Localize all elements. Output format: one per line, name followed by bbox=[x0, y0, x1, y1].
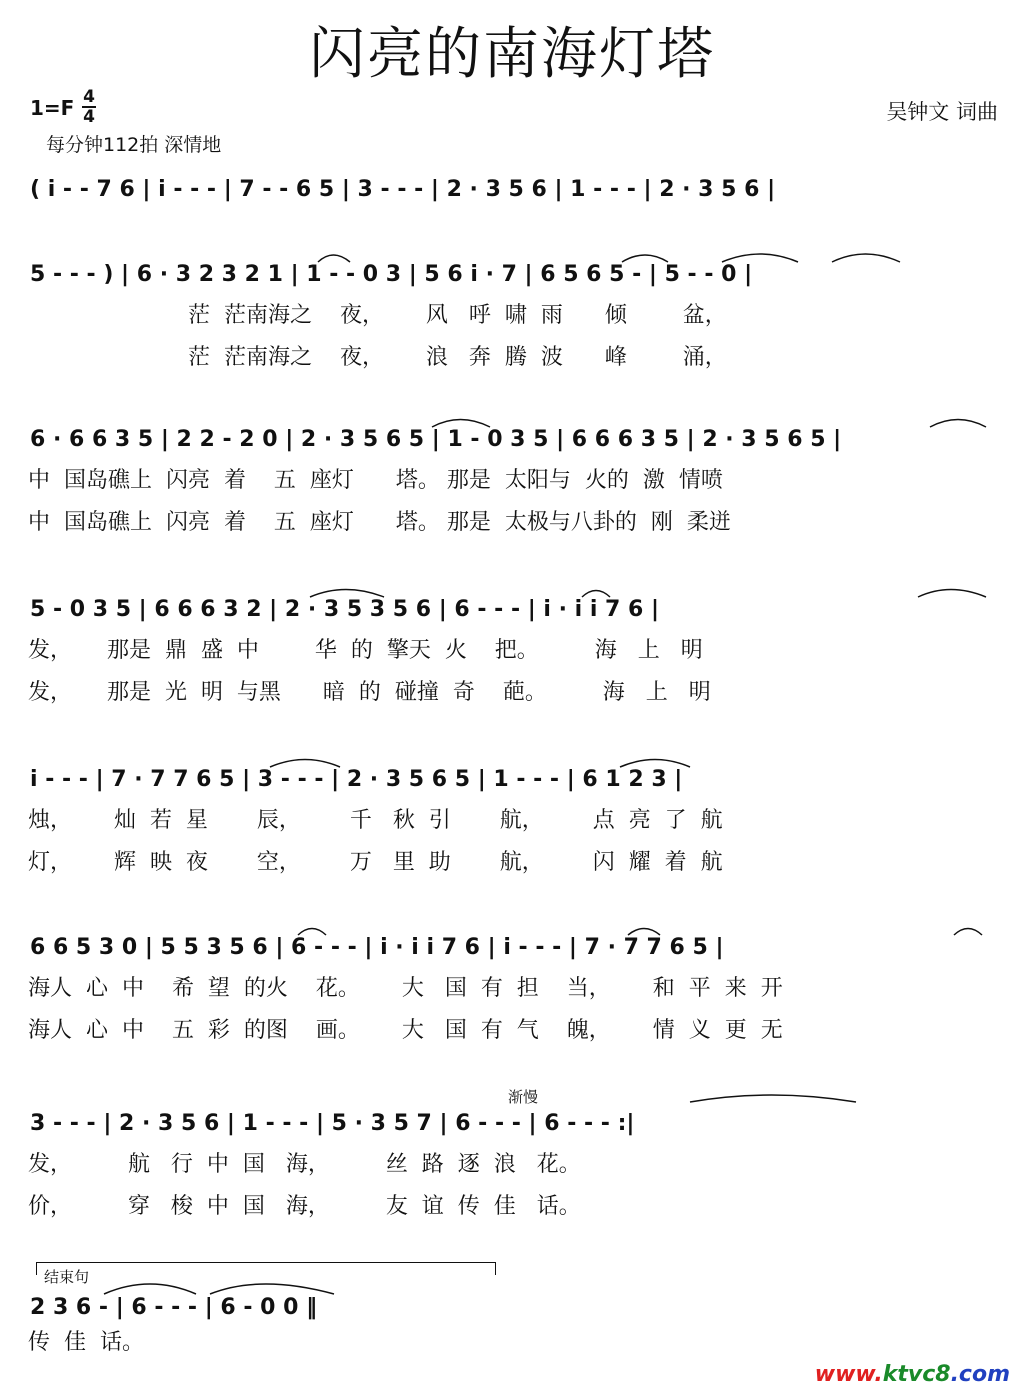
lyrics-verse-1: 中 国岛礁上 闪亮 着 五 座灯 塔。 那是 太阳与 火的 激 情喷 bbox=[28, 468, 723, 493]
slur bbox=[270, 760, 340, 768]
lyrics-verse-1: 发， 那是 鼎 盛 中 华 的 擎天 火 把。 海 上 明 bbox=[28, 638, 703, 663]
notation-line: i - - - | 7 · 7 7 6 5 | 3 - - - | 2 · 3 5 6 5 | 1 - - - | 6 1 2 3 | bbox=[30, 767, 683, 792]
watermark-domain: ktvc8 bbox=[882, 1362, 951, 1387]
coda-mark: 结束句 bbox=[44, 1268, 90, 1286]
slur bbox=[930, 420, 986, 428]
lyrics-verse-1: 烛， 灿 若 星 辰， 千 秋 引 航， 点 亮 了 航 bbox=[28, 808, 723, 833]
slur bbox=[298, 929, 326, 936]
notation-line: 2 3 6 - | 6 - - - | 6 - 0 0 ‖ bbox=[30, 1295, 318, 1320]
lyrics-verse-1: 海人 心 中 希 望 的火 花。 大 国 有 担 当， 和 平 来 开 bbox=[28, 976, 783, 1001]
notation-line: 5 - 0 3 5 | 6 6 6 3 2 | 2 · 3 5 3 5 6 | 6 - - - | i · i i 7 6 | bbox=[30, 597, 660, 622]
notation-line: 6 6 5 3 0 | 5 5 3 5 6 | 6 - - - | i · i i 7 6 | i - - - | 7 · 7 7 6 5 | bbox=[30, 935, 724, 960]
slur bbox=[918, 590, 986, 598]
ritardando-mark: 渐慢 bbox=[508, 1088, 539, 1106]
slur bbox=[832, 254, 900, 262]
slur bbox=[210, 1284, 334, 1294]
time-numerator: 4 bbox=[83, 87, 95, 107]
lyrics-verse-2: 中 国岛礁上 闪亮 着 五 座灯 塔。 那是 太极与八卦的 刚 柔迸 bbox=[28, 510, 731, 535]
lyrics-verse-2: 海人 心 中 五 彩 的图 画。 大 国 有 气 魄， 情 义 更 无 bbox=[28, 1018, 783, 1043]
slur bbox=[582, 591, 610, 598]
slur bbox=[954, 929, 982, 936]
slur bbox=[104, 1284, 196, 1294]
slur bbox=[690, 1095, 856, 1102]
lyrics-verse-1: 传 佳 话。 bbox=[28, 1330, 144, 1355]
time-denominator: 4 bbox=[83, 107, 95, 127]
site-watermark bbox=[815, 1362, 1010, 1387]
lyrics-verse-2: 价， 穿 梭 中 国 海， 友 谊 传 佳 话。 bbox=[28, 1194, 581, 1219]
notation-line: 5 - - - ) | 6 · 3 2 3 2 1 | 1 - - 0 3 | 5 6 i · 7 | 6 5 6 5 - | 5 - - 0 | bbox=[30, 262, 753, 287]
slur bbox=[722, 254, 798, 262]
slur bbox=[622, 255, 668, 262]
composer-credit: 吴钟文 词曲 bbox=[886, 100, 998, 124]
lyrics-verse-1: 茫 茫南海之 夜， 风 呼 啸 雨 倾 盆， bbox=[188, 303, 727, 328]
watermark-suffix: .com bbox=[950, 1362, 1010, 1387]
watermark-prefix: www. bbox=[814, 1362, 883, 1387]
lyrics-verse-2: 发， 那是 光 明 与黑 暗 的 碰撞 奇 葩。 海 上 明 bbox=[28, 680, 711, 705]
slur bbox=[628, 929, 660, 936]
notation-line: ( i - - 7 6 | i - - - | 7 - - 6 5 | 3 - - - | 2 · 3 5 6 | 1 - - - | 2 · 3 5 6 | bbox=[30, 177, 776, 202]
slur bbox=[620, 760, 690, 768]
notation-line: 3 - - - | 2 · 3 5 6 | 1 - - - | 5 · 3 5 7 | 6 - - - | 6 - - - :| bbox=[30, 1111, 635, 1136]
slur bbox=[310, 590, 384, 598]
lyrics-verse-2: 灯， 辉 映 夜 空， 万 里 助 航， 闪 耀 着 航 bbox=[28, 850, 723, 875]
slur bbox=[432, 420, 490, 428]
slur bbox=[318, 255, 350, 262]
lyrics-verse-1: 发， 航 行 中 国 海， 丝 路 逐 浪 花。 bbox=[28, 1152, 581, 1177]
key-signature: 1=F bbox=[30, 96, 75, 120]
page-title: 闪亮的南海灯塔 bbox=[309, 22, 715, 87]
lyrics-verse-2: 茫 茫南海之 夜， 浪 奔 腾 波 峰 涌， bbox=[188, 345, 727, 370]
tempo-marking: 每分钟112拍 深情地 bbox=[46, 134, 222, 156]
notation-line: 6 · 6 6 3 5 | 2 2 - 2 0 | 2 · 3 5 6 5 | 1 - 0 3 5 | 6 6 6 3 5 | 2 · 3 5 6 5 | bbox=[30, 427, 842, 452]
